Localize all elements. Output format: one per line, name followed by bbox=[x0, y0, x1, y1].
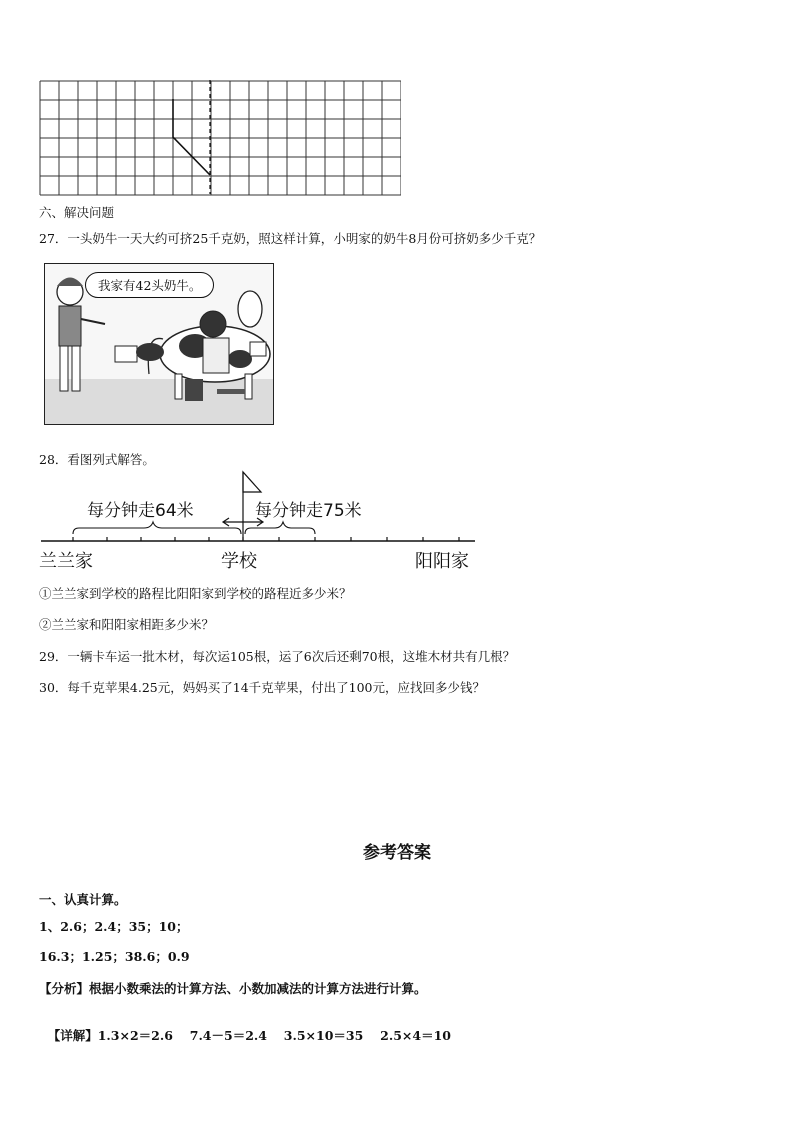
flag bbox=[243, 472, 261, 492]
part2-marker: ② bbox=[39, 617, 52, 632]
analysis-text: 根据小数乘法的计算方法、小数加减法的计算方法进行计算。 bbox=[89, 981, 427, 996]
answer-line1: 1、2.6；2.4；35；10； bbox=[39, 919, 189, 934]
school-label: 学校 bbox=[221, 551, 257, 572]
symmetry-grid bbox=[39, 80, 401, 196]
question-28-intro: 28．看图列式解答。 bbox=[39, 452, 155, 467]
question-30: 30．每千克苹果4.25元，妈妈买了14千克苹果，付出了100元，应找回多少钱？ bbox=[39, 680, 486, 695]
speech-bubble: 我家有42头奶牛。 bbox=[85, 272, 214, 298]
part1-text: 兰兰家到学校的路程比阳阳家到学校的路程近多少米？ bbox=[51, 586, 352, 601]
answers-section1: 一、认真计算。 bbox=[39, 892, 127, 907]
arrow-left bbox=[223, 518, 243, 526]
left-speed-label: 每分钟走64米 bbox=[87, 501, 194, 521]
answer-line2: 16.3；1.25；38.6；0.9 bbox=[39, 949, 190, 964]
detail-line bbox=[39, 1011, 451, 1044]
analysis-line bbox=[39, 979, 427, 997]
lanlan-home-label: 兰兰家 bbox=[39, 551, 93, 572]
detail-tag: 【详解】 bbox=[47, 1028, 98, 1043]
yangyang-home-label: 阳阳家 bbox=[415, 551, 469, 572]
route-diagram bbox=[39, 470, 489, 575]
part2-text: 兰兰家和阳阳家相距多少米？ bbox=[51, 617, 215, 632]
section6-heading: 六、解决问题 bbox=[39, 205, 115, 220]
question-29: 29．一辆卡车运一批木材，每次运105根，运了6次后还剩70根，这堆木材共有几根？ bbox=[39, 649, 516, 664]
cow-milking-illustration bbox=[44, 263, 274, 425]
right-speed-label: 每分钟走75米 bbox=[255, 501, 362, 521]
part1-marker: ① bbox=[39, 586, 52, 601]
left-brace bbox=[73, 522, 241, 534]
right-brace bbox=[245, 522, 315, 534]
question-28-part2 bbox=[39, 615, 214, 633]
question-27: 27．一头奶牛一天大约可挤25千克奶，照这样计算，小明家的奶牛8月份可挤奶多少千克？ bbox=[39, 231, 542, 246]
detail-text: 1.3×2＝2.6 7.4－5＝2.4 3.5×10＝35 2.5×4＝10 bbox=[97, 1028, 451, 1043]
analysis-tag: 【分析】 bbox=[39, 981, 90, 996]
question-28-part1 bbox=[39, 584, 352, 602]
answers-title: 参考答案 bbox=[363, 843, 431, 863]
